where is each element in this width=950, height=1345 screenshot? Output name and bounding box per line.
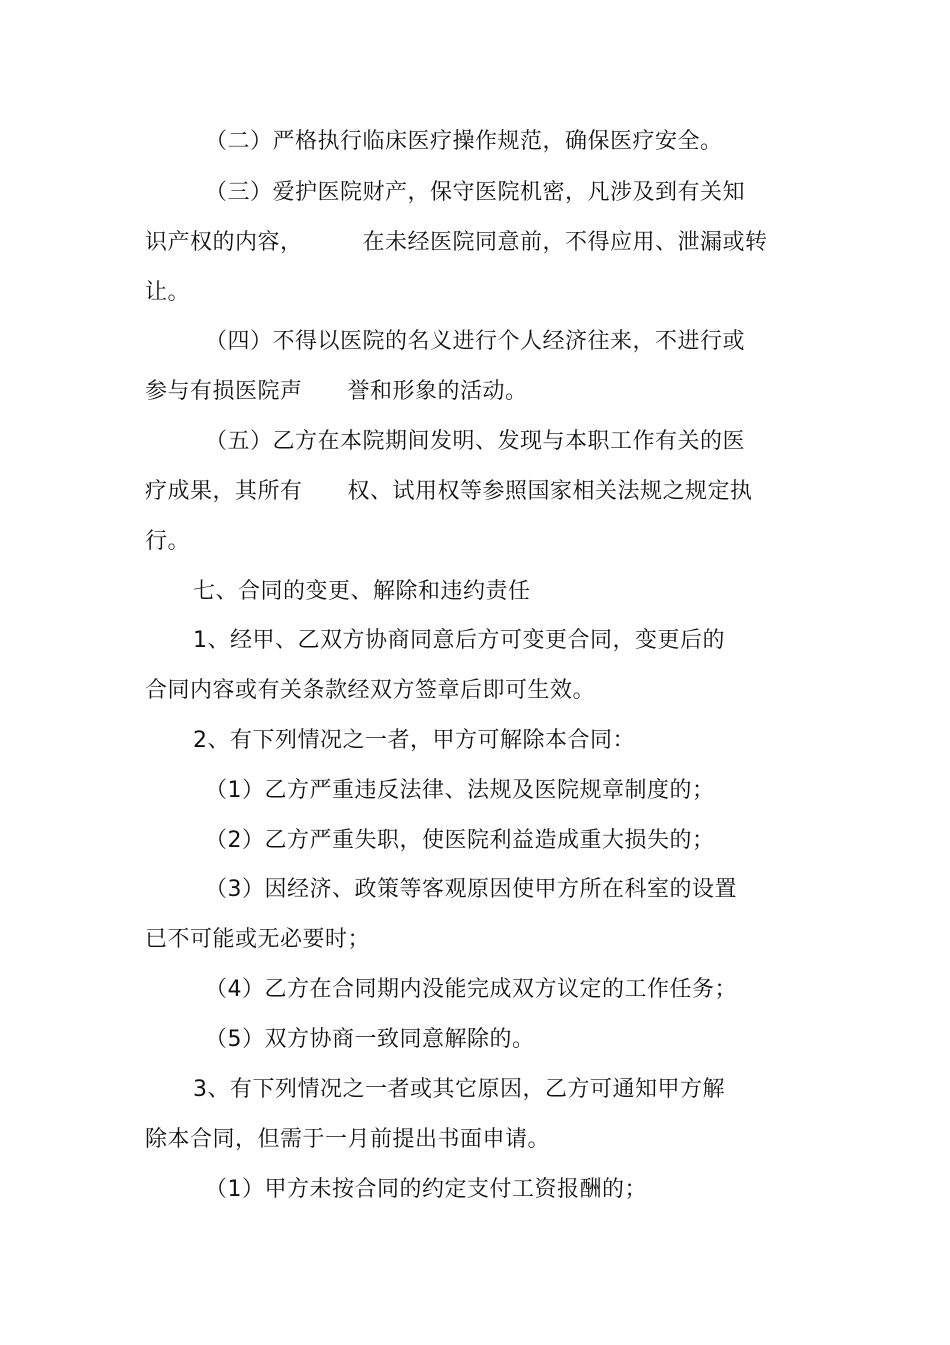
list-item: （4）乙方在合同期内没能完成双方议定的工作任务； <box>205 977 737 1002</box>
list-item: （3）因经济、政策等客观原因使甲方所在科室的设置 <box>205 877 737 902</box>
list-item: （1）甲方未按合同的约定支付工资报酬的； <box>205 1177 647 1202</box>
paragraph-line: 合同内容或有关条款经双方签章后即可生效。 <box>145 678 596 703</box>
list-item-continuation: 已不可能或无必要时； <box>145 927 371 952</box>
paragraph-line: 3、有下列情况之一者或其它原因，乙方可通知甲方解 <box>193 1077 725 1102</box>
list-item: （1）乙方严重违反法律、法规及医院规章制度的； <box>205 778 715 803</box>
paragraph-line: （五）乙方在本院期间发明、发现与本职工作有关的医 <box>205 429 746 454</box>
paragraph-line: 让。 <box>145 280 191 305</box>
paragraph-line: 2、有下列情况之一者，甲方可解除本合同： <box>193 728 635 753</box>
paragraph-line: （三）爱护医院财产，保守医院机密，凡涉及到有关知 <box>205 180 746 205</box>
paragraph-line: 除本合同，但需于一月前提出书面申请。 <box>145 1127 551 1152</box>
paragraph-line: 1、经甲、乙双方协商同意后方可变更合同，变更后的 <box>193 628 725 653</box>
list-item: （2）乙方严重失职，使医院利益造成重大损失的； <box>205 828 715 853</box>
paragraph-line: 行。 <box>145 529 191 554</box>
list-item: （5）双方协商一致同意解除的。 <box>205 1027 535 1052</box>
paragraph-line: 参与有损医院声 誉和形象的活动。 <box>145 379 528 404</box>
paragraph-line: （二）严格执行临床医疗操作规范，确保医疗安全。 <box>205 129 723 154</box>
section-heading: 七、合同的变更、解除和违约责任 <box>193 579 531 604</box>
paragraph-line: 疗成果，其所有 权、试用权等参照国家相关法规之规定执 <box>145 479 753 504</box>
paragraph-line: （四）不得以医院的名义进行个人经济往来，不进行或 <box>205 329 746 354</box>
paragraph-line: 识产权的内容， 在未经医院同意前，不得应用、泄漏或转 <box>145 230 768 255</box>
